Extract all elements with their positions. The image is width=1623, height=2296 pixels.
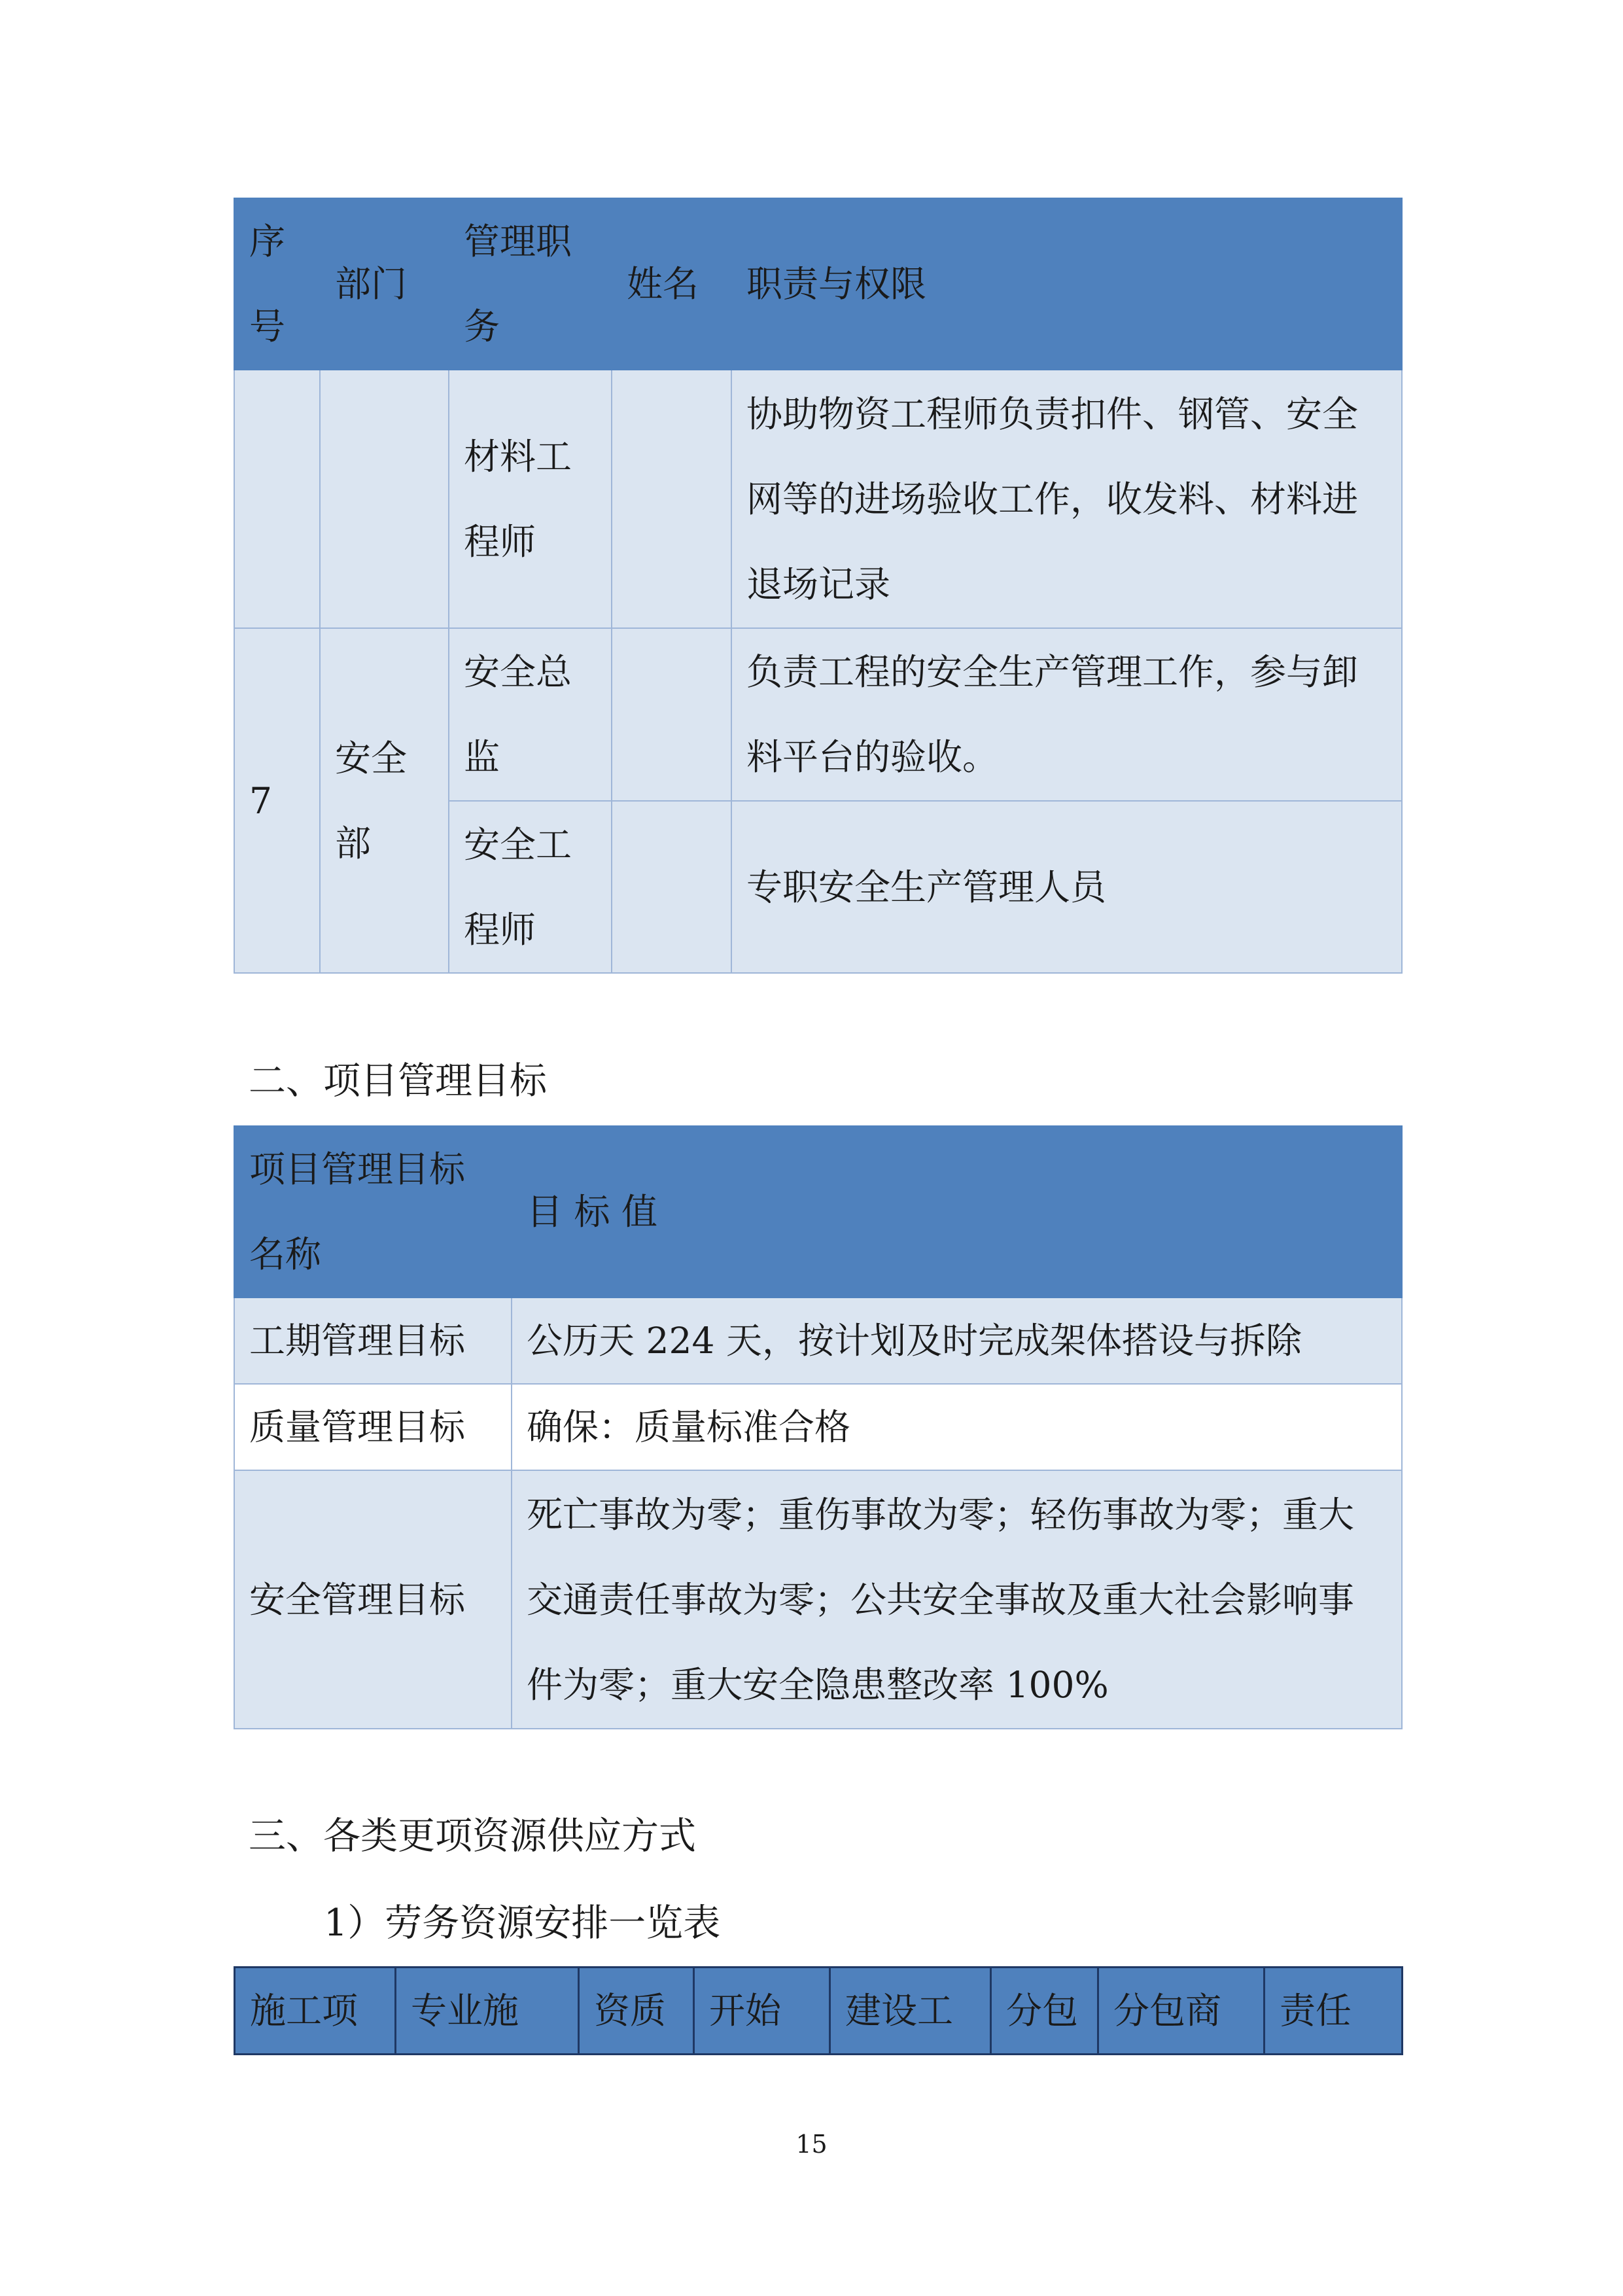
header-duty: 职责与权限 xyxy=(731,198,1402,370)
header-seq: 序号 xyxy=(234,198,320,370)
cell-name xyxy=(612,801,731,973)
cell-seq: 7 xyxy=(234,628,320,973)
table-row xyxy=(234,1470,1402,1729)
cell-position: 材料工程师 xyxy=(449,370,612,628)
table-header-row xyxy=(234,1126,1402,1298)
personnel-duty-table xyxy=(234,198,1403,974)
header-dept: 部门 xyxy=(320,198,449,370)
header-col: 开始 xyxy=(694,1968,830,2055)
header-col: 建设工 xyxy=(830,1968,991,2055)
cell-goal-value: 公历天 224 天，按计划及时完成架体搭设与拆除 xyxy=(512,1298,1402,1384)
cell-name xyxy=(612,370,731,628)
table-row xyxy=(234,628,1402,801)
cell-name xyxy=(612,628,731,801)
header-goal-name: 项目管理目标名称 xyxy=(234,1126,512,1298)
cell-duty: 协助物资工程师负责扣件、钢管、安全网等的进场验收工作，收发料、材料进退场记录 xyxy=(731,370,1402,628)
header-position: 管理职务 xyxy=(449,198,612,370)
cell-duty: 负责工程的安全生产管理工作，参与卸料平台的验收。 xyxy=(731,628,1402,801)
header-col: 责任 xyxy=(1265,1968,1403,2055)
header-goal-value: 目 标 值 xyxy=(512,1126,1402,1298)
subsection-heading: 1）劳务资源安排一览表 xyxy=(324,1901,721,1945)
cell-position: 安全总监 xyxy=(449,628,612,801)
cell-seq xyxy=(234,370,320,628)
header-col: 资质 xyxy=(579,1968,694,2055)
header-col: 分包商 xyxy=(1098,1968,1265,2055)
table-row xyxy=(234,370,1402,628)
cell-dept: 安全部 xyxy=(320,628,449,973)
cell-duty: 专职安全生产管理人员 xyxy=(731,801,1402,973)
cell-position: 安全工程师 xyxy=(449,801,612,973)
cell-dept xyxy=(320,370,449,628)
table-row xyxy=(234,1298,1402,1384)
page-number: 15 xyxy=(795,2130,828,2159)
cell-goal-value: 确保：质量标准合格 xyxy=(512,1384,1402,1470)
cell-goal-name: 工期管理目标 xyxy=(234,1298,512,1384)
header-col: 专业施 xyxy=(396,1968,579,2055)
cell-goal-name: 安全管理目标 xyxy=(234,1470,512,1729)
section-heading-3: 三、各类更项资源供应方式 xyxy=(249,1814,696,1858)
table-header-row xyxy=(235,1968,1403,2055)
management-goals-table xyxy=(234,1125,1403,1729)
cell-goal-value: 死亡事故为零；重伤事故为零；轻伤事故为零；重大交通责任事故为零；公共安全事故及重大社会影响事件为零；重大安全隐患整改率 100% xyxy=(512,1470,1402,1729)
header-col: 施工项 xyxy=(235,1968,396,2055)
header-col: 分包 xyxy=(991,1968,1098,2055)
header-name: 姓名 xyxy=(612,198,731,370)
labor-resource-table xyxy=(234,1966,1403,2055)
section-heading-2: 二、项目管理目标 xyxy=(249,1059,547,1103)
cell-goal-name: 质量管理目标 xyxy=(234,1384,512,1470)
table-row xyxy=(234,1384,1402,1470)
table-header-row xyxy=(234,198,1402,370)
